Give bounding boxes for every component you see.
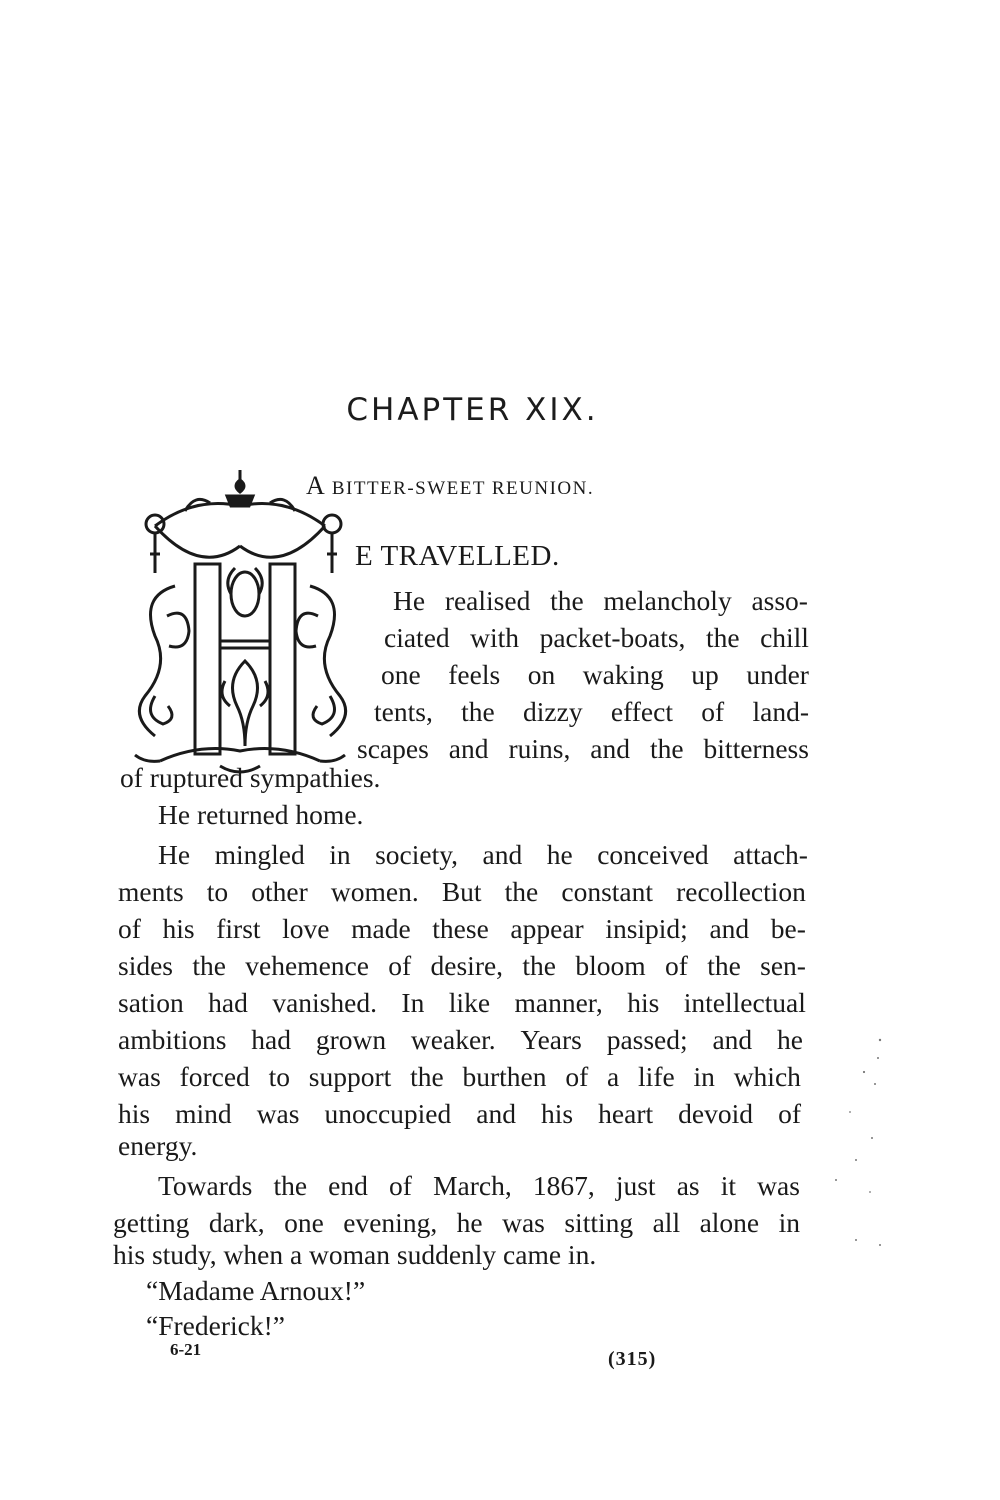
word: In	[401, 987, 425, 1018]
word: the	[522, 950, 556, 981]
word: desire,	[430, 950, 504, 981]
word: mind	[175, 1098, 232, 1129]
chapter-title-article: A	[306, 471, 332, 500]
para3-line-6	[118, 1021, 803, 1058]
word: to	[206, 876, 229, 907]
word: all	[652, 1207, 681, 1238]
page-number: (315)	[608, 1348, 657, 1370]
word: grown	[315, 1024, 387, 1055]
word: and	[590, 733, 630, 764]
para1-line-3	[381, 656, 809, 693]
word: asso-	[751, 585, 808, 616]
word: in	[329, 839, 351, 870]
text-line	[118, 873, 806, 910]
word: and	[476, 1098, 517, 1129]
para3-line-9: energy.	[118, 1130, 198, 1161]
text-line	[158, 1167, 800, 1204]
word: one	[284, 1207, 324, 1238]
para3-line-3	[118, 910, 806, 947]
word: He	[393, 585, 426, 616]
text-line	[118, 1021, 803, 1058]
word: he	[546, 839, 573, 870]
word: be-	[770, 913, 806, 944]
word: sation	[118, 987, 184, 1018]
word: But	[441, 876, 482, 907]
word: the	[461, 696, 495, 727]
word: the	[504, 876, 539, 907]
word: his	[627, 987, 660, 1018]
word: and	[448, 733, 489, 764]
word: the	[550, 585, 584, 616]
word: ruins,	[508, 733, 571, 764]
word: in	[778, 1207, 800, 1238]
word: 1867,	[532, 1170, 595, 1201]
word: like	[448, 987, 491, 1018]
para4-line-3: his study, when a woman suddenly came in.	[113, 1239, 597, 1270]
para4-line-2	[113, 1204, 800, 1241]
word: the	[705, 622, 740, 653]
word: weaker.	[410, 1024, 496, 1055]
word: of	[118, 913, 141, 944]
text-line	[158, 799, 363, 831]
word: it	[720, 1170, 737, 1201]
para3-line-1	[158, 836, 808, 873]
para1-line-6: of ruptured sympathies.	[120, 762, 381, 793]
word: up	[691, 659, 719, 690]
word: conceived	[597, 839, 709, 870]
word: of	[701, 696, 725, 727]
word: just	[615, 1170, 656, 1201]
dialogue-line: “Madame Arnoux!”	[146, 1275, 366, 1306]
text-line	[374, 693, 809, 730]
word: dizzy	[523, 696, 583, 727]
text-line	[113, 1239, 596, 1271]
word: his	[162, 913, 195, 944]
word: sides	[118, 950, 173, 981]
text-line	[357, 730, 809, 767]
signature-mark: 6-21	[170, 1340, 202, 1359]
word: dark,	[208, 1207, 265, 1238]
initial-line	[355, 540, 560, 573]
word: recollection	[676, 876, 806, 907]
text-line	[393, 582, 808, 619]
word: of	[664, 950, 688, 981]
word: waking	[582, 659, 664, 690]
word: of	[388, 950, 412, 981]
word: had	[251, 1024, 292, 1055]
word: burthen	[462, 1061, 547, 1092]
word: he	[456, 1207, 483, 1238]
text-line	[113, 1204, 800, 1241]
word: of	[389, 1170, 412, 1201]
word: to	[268, 1061, 290, 1092]
word: vanished.	[272, 987, 377, 1018]
word: of	[565, 1061, 589, 1092]
word: tents,	[374, 696, 433, 727]
text-line	[118, 984, 806, 1021]
word: realised	[444, 585, 531, 616]
word: intellectual	[683, 987, 806, 1018]
word: evening,	[343, 1207, 438, 1238]
para1-line-2	[384, 619, 809, 656]
word: land-	[752, 696, 809, 727]
word: the	[192, 950, 226, 981]
word: sitting	[564, 1207, 634, 1238]
word: in	[693, 1061, 715, 1092]
word: women.	[330, 876, 419, 907]
word: He	[158, 839, 191, 870]
word: Towards	[158, 1170, 253, 1201]
word: with	[470, 622, 520, 653]
word: these	[432, 913, 489, 944]
word: made	[351, 913, 411, 944]
scan-specks	[820, 1020, 900, 1390]
word: appear	[510, 913, 584, 944]
word: of	[778, 1098, 801, 1129]
word: bitterness	[703, 733, 809, 764]
chapter-title-smallcaps: BITTER-SWEET REUNION.	[331, 478, 595, 499]
word: one	[381, 659, 421, 690]
word: was	[256, 1098, 300, 1129]
word: society,	[375, 839, 459, 870]
text-line	[158, 836, 808, 873]
word: support	[308, 1061, 392, 1092]
word: vehemence	[245, 950, 369, 981]
word: which	[733, 1061, 801, 1092]
initial-rest: E TRAVELLED.	[355, 540, 560, 572]
para4-line-1	[158, 1167, 800, 1204]
word: life	[638, 1061, 675, 1092]
word: other	[251, 876, 308, 907]
word: constant	[561, 876, 654, 907]
word: manner,	[514, 987, 603, 1018]
decorative-initial	[125, 466, 360, 778]
word: alone	[699, 1207, 760, 1238]
word: ambitions	[118, 1024, 227, 1055]
word: under	[746, 659, 809, 690]
word: and	[709, 913, 750, 944]
word: ments	[118, 876, 184, 907]
word: effect	[610, 696, 673, 727]
word: the	[649, 733, 684, 764]
word: attach-	[733, 839, 808, 870]
text-line	[381, 656, 809, 693]
word: insipid;	[605, 913, 688, 944]
word: and	[712, 1024, 753, 1055]
text-line	[118, 1130, 197, 1162]
word: the	[410, 1061, 444, 1092]
word: as	[676, 1170, 700, 1201]
word: bloom	[575, 950, 646, 981]
word: chill	[760, 622, 809, 653]
word: scapes	[357, 733, 429, 764]
word: his	[118, 1098, 151, 1129]
para3-line-5	[118, 984, 806, 1021]
word: unoccupied	[324, 1098, 452, 1129]
word: March,	[433, 1170, 512, 1201]
word: melancholy	[603, 585, 732, 616]
text-line	[118, 1058, 801, 1095]
word: a	[607, 1061, 620, 1092]
word: his	[541, 1098, 574, 1129]
word: was	[757, 1170, 800, 1201]
word: end	[328, 1170, 368, 1201]
word: feels	[448, 659, 501, 690]
text-line	[118, 947, 806, 984]
word: first	[216, 913, 261, 944]
word: mingled	[214, 839, 305, 870]
dialogue-line: “Frederick!”	[146, 1310, 285, 1341]
word: packet-boats,	[539, 622, 686, 653]
text-line	[384, 619, 809, 656]
text-line	[118, 1095, 801, 1132]
word: the	[273, 1170, 308, 1201]
para2-line: He returned home.	[158, 799, 364, 830]
word: sen-	[760, 950, 806, 981]
para1-line-1	[393, 582, 808, 619]
chapter-heading: CHAPTER XIX.	[346, 392, 599, 428]
word: was	[502, 1207, 545, 1238]
word: he	[777, 1024, 803, 1055]
word: ciated	[384, 622, 450, 653]
word: devoid	[678, 1098, 754, 1129]
para1-line-4	[374, 693, 809, 730]
word: forced	[179, 1061, 250, 1092]
para1-line-5	[357, 730, 809, 767]
text-line	[120, 762, 380, 794]
word: getting	[113, 1207, 190, 1238]
word: passed;	[606, 1024, 688, 1055]
word: had	[208, 987, 248, 1018]
word: was	[118, 1061, 161, 1092]
para3-line-8	[118, 1095, 801, 1132]
word: heart	[598, 1098, 654, 1129]
para3-line-2	[118, 873, 806, 910]
word: Years	[520, 1024, 582, 1055]
word: and	[482, 839, 523, 870]
para3-line-7	[118, 1058, 801, 1095]
word: love	[282, 913, 330, 944]
word: the	[707, 950, 741, 981]
text-line	[118, 910, 806, 947]
word: on	[527, 659, 556, 690]
para3-line-4	[118, 947, 806, 984]
